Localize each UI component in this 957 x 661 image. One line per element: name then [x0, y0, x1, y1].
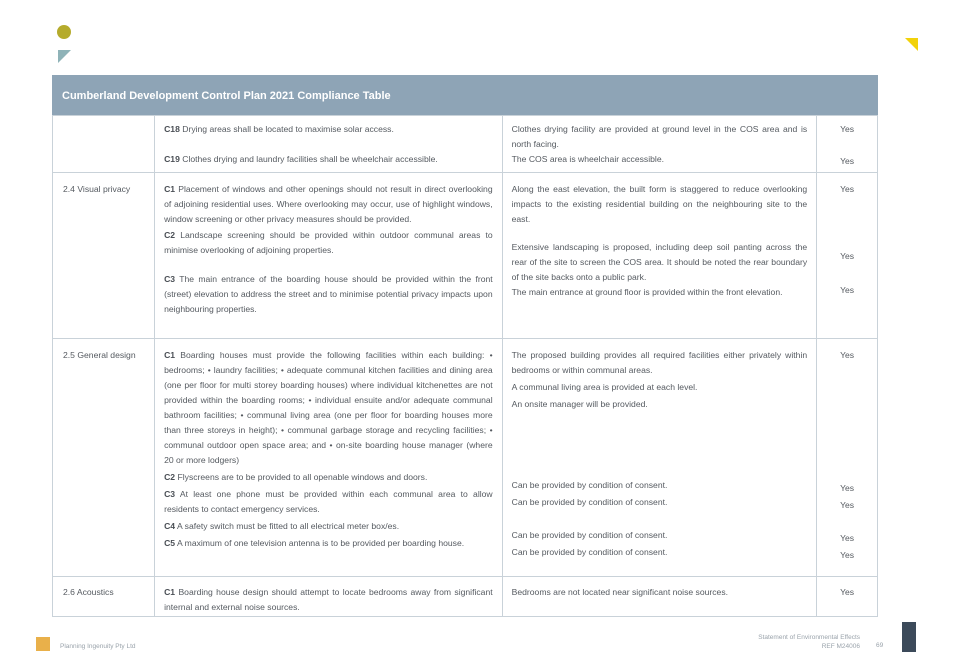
status-text: Yes [840, 124, 855, 134]
requirement-text: A maximum of one television antenna is to be provided per boarding house. [177, 538, 465, 548]
requirement-cell [155, 339, 503, 577]
compliance-table [52, 75, 878, 617]
table-row [53, 577, 878, 617]
requirement-text: Drying areas shall be located to maximise solar access. [182, 124, 394, 134]
control-code: C2 [164, 472, 176, 482]
section-cell [53, 577, 155, 617]
requirement-text: Boarding house design should attempt to locate bedrooms away from significant internal and external noise sources. [164, 587, 493, 612]
status-cell [817, 577, 878, 617]
requirement-text: A safety switch must be fitted to all electrical meter box/es. [177, 521, 400, 531]
control-code: C5 [164, 538, 176, 548]
table-row [53, 116, 878, 173]
requirement-text: Clothes drying and laundry facilities shall be wheelchair accessible. [182, 154, 438, 164]
requirement-text: Flyscreens are to be provided to all openable windows and doors. [177, 472, 428, 482]
section-label: 2.5 General design [63, 350, 136, 360]
section-cell [53, 116, 155, 173]
requirement-text: Boarding houses must provide the following facilities within each building: • bedrooms; • laundry facilities; • adequate communal kitchen facilities and dining area (one per floor for multi storey boarding houses) where individual kitchenettes are not provided within the boarding rooms; • individual ensuite and/or adequate communal bathroom facilities; • communal living area (one per floor for boarding houses more than three storeys in height); • communal garbage storage and recycling facilities; • communal outdoor open space area; and • on-site boarding house manager (where 20 or more lodgers) [164, 350, 493, 465]
response-cell [502, 173, 817, 339]
response-text: Can be provided by condition of consent. [511, 480, 668, 490]
control-code: C1 [164, 587, 176, 597]
status-text: Yes [840, 285, 855, 295]
footer-logo-square [36, 637, 50, 651]
requirement-text: Placement of windows and other openings should not result in direct overlooking of adjoining residential uses. Where overlooking may occur, use of highlight windows, window screening or other privacy measures should be provided. [164, 184, 493, 224]
status-text: Yes [840, 500, 855, 510]
control-code: C4 [164, 521, 176, 531]
requirement-text: Landscape screening should be provided within outdoor communal areas to minimise overlooking of adjoining properties. [164, 230, 493, 255]
section-label: 2.6 Acoustics [63, 587, 114, 597]
status-cell [817, 173, 878, 339]
control-code: C2 [164, 230, 176, 240]
section-cell [53, 339, 155, 577]
response-cell [502, 116, 817, 173]
response-text: The main entrance at ground floor is provided within the front elevation. [511, 287, 783, 297]
response-text: Along the east elevation, the built form is staggered to reduce overlooking impacts to the existing residential building on the neighbouring site to the east. [511, 184, 808, 224]
response-text: Bedrooms are not located near significant noise sources. [511, 587, 729, 597]
status-text: Yes [840, 587, 855, 597]
control-code: C3 [164, 274, 176, 284]
section-cell [53, 173, 155, 339]
status-text: Yes [840, 550, 855, 560]
table-title: Cumberland Development Control Plan 2021 Compliance Table [52, 75, 878, 115]
decorative-corner-mark [905, 38, 918, 51]
response-text: Can be provided by condition of consent. [511, 530, 668, 540]
status-cell [817, 116, 878, 173]
response-text: Can be provided by condition of consent. [511, 547, 668, 557]
control-code: C3 [164, 489, 176, 499]
status-text: Yes [840, 251, 855, 261]
status-text: Yes [840, 156, 855, 166]
response-text: A communal living area is provided at each level. [511, 382, 698, 392]
requirement-text: The main entrance of the boarding house should be provided within the front (street) elevation to address the street and to minimise potential privacy impacts upon neighbouring properties. [164, 274, 493, 314]
footer-document-info [690, 633, 860, 651]
page-number: 69 [876, 642, 884, 649]
control-code: C18 [164, 124, 180, 134]
status-text: Yes [840, 184, 855, 194]
requirement-cell [155, 173, 503, 339]
response-text: The proposed building provides all required facilities either privately within bedrooms or within communal areas. [511, 350, 808, 375]
requirement-cell [155, 116, 503, 173]
footer-ref: REF M24006 [821, 643, 860, 650]
status-text: Yes [840, 483, 855, 493]
control-code: C19 [164, 154, 180, 164]
footer-company: Planning Ingenuity Pty Ltd [60, 643, 136, 650]
decorative-triangle [58, 50, 71, 63]
response-text: An onsite manager will be provided. [511, 399, 648, 409]
section-label: 2.4 Visual privacy [63, 184, 131, 194]
response-text: The COS area is wheelchair accessible. [511, 154, 664, 164]
response-cell [502, 577, 817, 617]
status-text: Yes [840, 350, 855, 360]
response-cell [502, 339, 817, 577]
requirement-cell [155, 577, 503, 617]
status-text: Yes [840, 533, 855, 543]
response-text: Can be provided by condition of consent. [511, 497, 668, 507]
footer-doc-title: Statement of Environmental Effects [758, 634, 860, 641]
response-text: Clothes drying facility are provided at ground level in the COS area and is north facing. [511, 124, 808, 149]
decorative-circle [57, 25, 71, 39]
control-code: C1 [164, 184, 176, 194]
control-code: C1 [164, 350, 176, 360]
table-row [53, 173, 878, 339]
response-text: Extensive landscaping is proposed, including deep soil panting across the rear of the site to screen the COS area. It should be noted the rear boundary of the site backs onto a public park. [511, 242, 808, 282]
status-cell [817, 339, 878, 577]
table-row [53, 339, 878, 577]
requirement-text: At least one phone must be provided within each communal area to allow residents to contact emergency services. [164, 489, 493, 514]
compliance-table-body [52, 115, 878, 617]
footer-bar [902, 622, 916, 652]
